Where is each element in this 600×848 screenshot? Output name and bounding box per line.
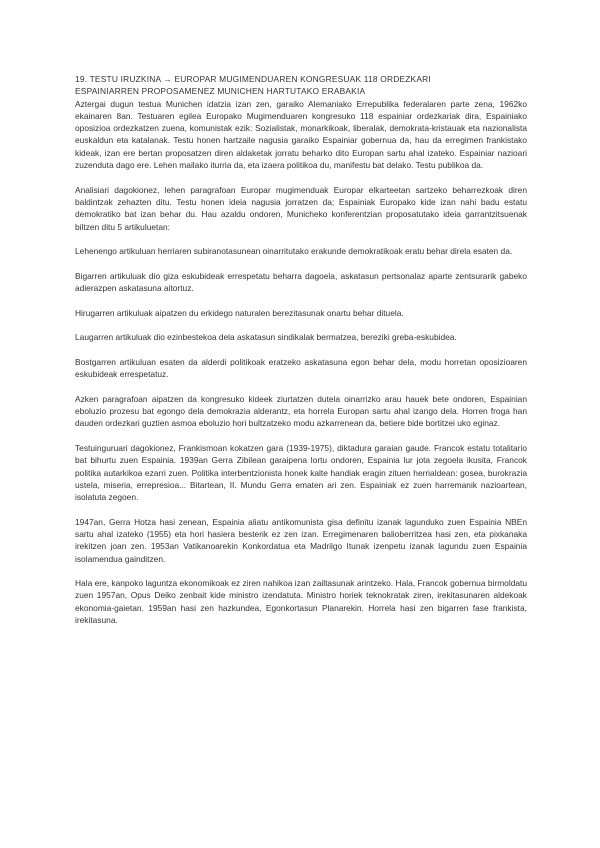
paragraph-intro: Aztergai dugun testua Munichen idatzia izan zen, garaiko Alemaniako Errepublika federalaren parte zena, 1962ko ekainaren 8an. Testuaren egilea Europako Mugimenduaren kongresuko 118 espainiar ordezkariak dira, Espainiako oposizioa ordezkatzen zuena, komunistak ezik: Sozialistak, monarkikoak, liberalak, demokrata-kristauak eta nazionalista euskaldun eta katalanak. Testu honen hartzaile nagusia garaiko Espainiar gobernua da, hau da erregimen frankistako kideak, izan ere bertan proposatzen diren aldaketak jorratu beharko dito Europan sartu ahal izateko. Espainiar nazioari zuzenduta dago ere. Lehen mailako iturria da, eta izaera politikoa du, manifestu bat delako. Testu publikoa da. <box>75 98 527 171</box>
paragraph-context-1: Testuinguruari dagokionez, Frankismoan kokatzen gara (1939-1975), diktadura garaian gaude. Francok estatu totalitario bat bihurtu zuen Espainia. 1939an Gerra Zibilean garaipena lortu ondoren, Espainia lur jota zegoela ikusita, Francok politika autarkikoa ezarri zuen. Politika interbentzionista honek kalte handiak eragin zituen herrialdean: gosea, burokrazia ustela, miseria, errepresioa... Bitartean, II. Mundu Gerra ematen ari zen. Espainiak ez zuen harremanik nazioartean, isolatuta zegoen. <box>75 442 527 503</box>
paragraph-article-5: Bostgarren artikuluan esaten da alderdi politikoak eratzeko askatasuna egon behar dela, modu horretan oposizioaren eskubideak errespetatuz. <box>75 356 527 380</box>
paragraph-conclusion: Azken paragrafoan aipatzen da kongresuko kideek ziurtatzen dutela oinarrizko arau hauek bete ondoren, Espainian eboluzio prozesu bat egongo dela demokrazia alderantz, eta horrela Europan sartu ahal izango dela. Horren froga han dauden ordezkari guztien asmoa eboluzio hori bultzatzeko modu azkarrenean da, betiere bide bortitzei uko eginaz. <box>75 393 527 429</box>
title-line-1: 19. TESTU IRUZKINA → EUROPAR MUGIMENDUAREN KONGRESUAK 118 ORDEZKARI <box>75 74 431 84</box>
document-page <box>75 73 527 639</box>
document-title <box>75 73 527 98</box>
paragraph-article-4: Laugarren artikuluak dio ezinbestekoa dela askatasun sindikalak bermatzea, bereziki greba-eskubidea. <box>75 332 457 343</box>
paragraph-article-1: Lehenengo artikuluan herriaren subiranotasunean oinarritutako erakunde demokratikoak eratu behar direla esaten da. <box>75 246 513 257</box>
paragraph-analysis: Analisiari dagokionez, lehen paragrafoan Europar mugimenduak Europar elkarteetan sartzeko beharrezkoak diren baldintzak zehazten ditu. Testu honen ideia nagusia jorratzen da; Espainiak Europako kide izan nahi badu estatu demokratiko bat izan behar du. Hau azaldu ondoren, Municheko konferentzian proposatutako ideia garrantzitsuenak biltzen ditu 5 artikuluetan: <box>75 184 527 232</box>
paragraph-context-2: 1947an, Gerra Hotza hasi zenean, Espainia aliatu antikomunista gisa definitu izanak lagunduko zuen Espainia NBEn sartu ahal izateko (1955) eta hori hasiera besterik ez zen izan. Erregimenaren balioberritzea hasi zen, eta pixkanaka irekitzen joan zen. 1953an Vatikanoarekin Konkordatua eta Madrilgo Itunak izenpetu izanak lagundu zuen Espainia isolamendua gainditzen. <box>75 516 527 564</box>
paragraph-article-2: Bigarren artikuluak dio giza eskubideak errespetatu beharra dagoela, askatasun pertsonalaz aparte zentsurarik gabeko adierazpen askatasuna aitortuz. <box>75 270 527 294</box>
title-line-2: ESPAINIARREN PROPOSAMENEZ MUNICHEN HARTUTAKO ERABAKIA <box>75 86 366 97</box>
paragraph-context-3: Hala ere, kanpoko laguntza ekonomikoak ez ziren nahikoa izan zailtasunak arintzeko. Hala, Francok gobernua birmoldatu zuen 1957an, Opus Deiko zenbait kide ministro izendatuta. Ministro horiek teknokratak ziren, irekitasunaren aldekoak ekonomia-gaietan. 1959an hasi zen hazkundea, Egonkortasun Planarekin. Horrela hasi zen bigarren fase frankista, irekitasuna. <box>75 578 527 626</box>
paragraph-article-3: Hirugarren artikuluak aipatzen du erkidego naturalen berezitasunak onartu behar dituela. <box>75 307 404 318</box>
